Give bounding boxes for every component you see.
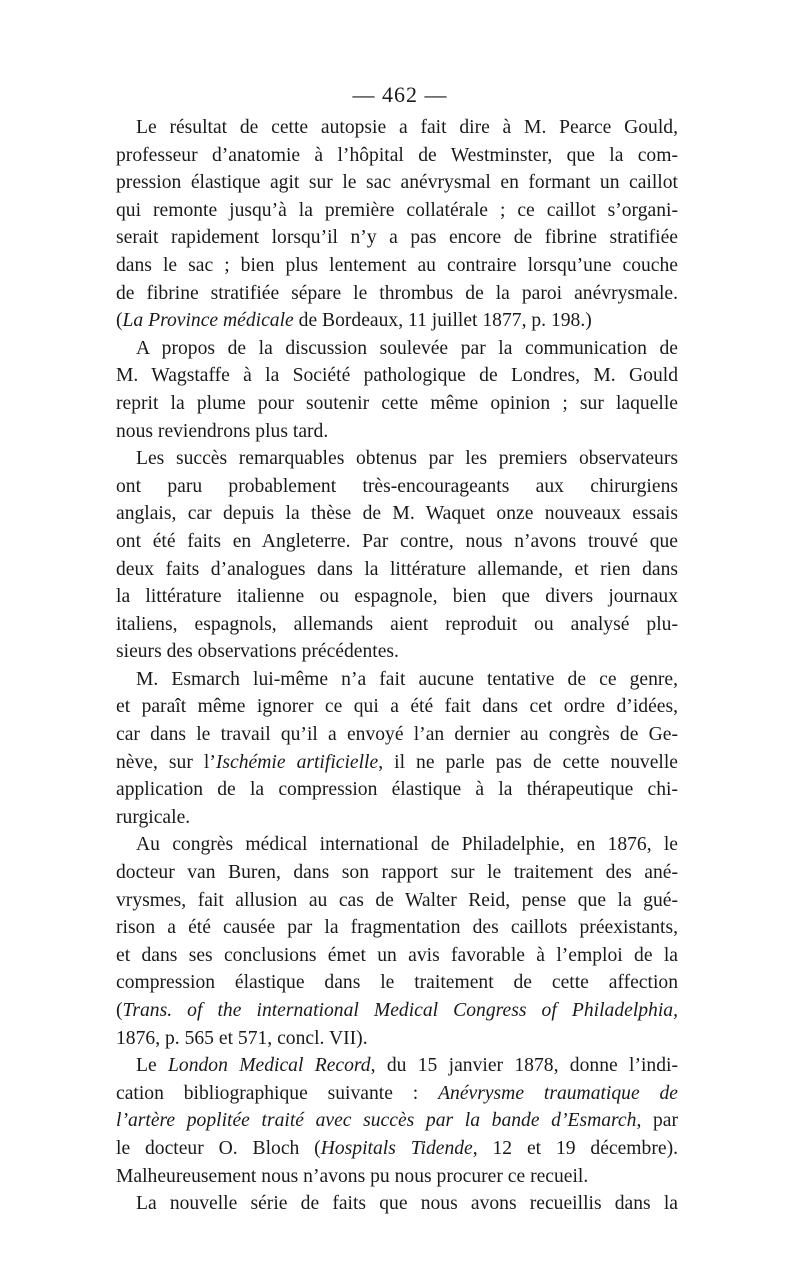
text-line — [116, 804, 678, 832]
text-line — [116, 776, 678, 804]
text-segment: la littérature italienne ou espagnole, bien que divers journaux — [116, 586, 678, 608]
text-segment: deux faits d’analogues dans la littérature allemande, et rien dans — [116, 558, 678, 580]
text-line — [116, 114, 678, 142]
text-segment: , du 15 janvier 1878, donne l’indi- — [370, 1055, 678, 1077]
text-segment: , par — [636, 1110, 678, 1132]
body-text — [116, 114, 678, 1218]
text-segment: dans le sac ; bien plus lentement au contraire lorsqu’une couche — [116, 254, 678, 276]
text-segment: anglais, car depuis la thèse de M. Waquet onze nouveaux essais — [116, 503, 678, 525]
text-segment: cation bibliographique suivante : — [116, 1082, 439, 1104]
text-segment: docteur van Buren, dans son rapport sur le traitement des ané- — [116, 862, 678, 884]
page-number: — 462 — — [352, 82, 448, 107]
text-segment: A propos de la discussion soulevée par la communication de — [136, 337, 678, 359]
text-line — [116, 362, 678, 390]
text-line — [116, 418, 678, 446]
text-segment: ont été faits en Angleterre. Par contre, nous n’avons trouvé que — [116, 530, 678, 552]
text-line — [116, 997, 678, 1025]
text-segment: de Bordeaux, 11 juillet 1877, p. 198.) — [293, 310, 592, 332]
italic-text-segment: La Province médicale — [122, 310, 294, 332]
text-segment: serait rapidement lorsqu’il n’y a pas encore de fibrine stratifiée — [116, 227, 678, 249]
text-segment: nève, sur l’ — [116, 751, 216, 773]
text-line — [116, 1107, 678, 1135]
text-segment: pression élastique agit sur le sac anévrysmal en formant un caillot — [116, 172, 678, 194]
text-line — [116, 749, 678, 777]
text-line — [116, 556, 678, 584]
text-line — [116, 473, 678, 501]
text-segment: Le — [136, 1055, 168, 1077]
text-segment: qui remonte jusqu’à la première collatérale ; ce caillot s’organi- — [116, 199, 678, 221]
text-segment: italiens, espagnols, allemands aient reproduit ou analysé plu- — [116, 613, 678, 635]
text-line — [116, 721, 678, 749]
italic-text-segment: London Medical Record — [168, 1055, 371, 1077]
text-segment: 1876, p. 565 et 571, concl. VII). — [116, 1027, 368, 1049]
text-segment: Le résultat de cette autopsie a fait dire à M. Pearce Gould, — [136, 117, 678, 138]
italic-text-segment: l’artère poplitée traité avec succès par la bande d’Esmarch — [116, 1110, 637, 1132]
text-line — [116, 335, 678, 363]
text-line — [116, 1025, 678, 1053]
text-line — [116, 831, 678, 859]
text-line — [116, 1135, 678, 1163]
text-line — [116, 666, 678, 694]
text-line — [116, 611, 678, 639]
text-segment: ( — [116, 1000, 123, 1021]
text-line — [116, 390, 678, 418]
text-segment: le docteur O. Bloch ( — [116, 1137, 321, 1159]
text-segment: et dans ses conclusions émet un avis favorable à l’emploi de la — [116, 944, 678, 966]
text-line — [116, 252, 678, 280]
text-segment: M. Esmarch lui-même n’a fait aucune tentative de ce genre, — [136, 668, 678, 690]
text-segment: de fibrine stratifiée sépare le thrombus de la paroi anévrysmale. — [116, 282, 678, 304]
text-line — [116, 1190, 678, 1218]
text-line — [116, 693, 678, 721]
text-line — [116, 528, 678, 556]
text-line — [116, 859, 678, 887]
text-segment: Au congrès médical international de Philadelphie, en 1876, le — [136, 834, 678, 856]
text-line — [116, 280, 678, 308]
text-segment: La nouvelle série de faits que nous avons recueillis dans la — [136, 1193, 678, 1215]
text-line — [116, 1163, 678, 1191]
text-segment: car dans le travail qu’il a envoyé l’an dernier au congrès de Ge- — [116, 724, 678, 746]
text-segment: rison a été causée par la fragmentation des caillots préexistants, — [116, 917, 678, 939]
text-segment: sieurs des observations précédentes. — [116, 641, 399, 663]
text-segment: compression élastique dans le traitement de cette affection — [116, 972, 678, 994]
text-segment: M. Wagstaffe à la Société pathologique de Londres, M. Gould — [116, 365, 678, 387]
text-segment: application de la compression élastique à la thérapeutique chi- — [116, 779, 678, 801]
text-line — [116, 142, 678, 170]
italic-text-segment: Anévrysme traumatique de — [438, 1082, 679, 1104]
text-line — [116, 445, 678, 473]
text-segment: et paraît même ignorer ce qui a été fait dans cet ordre d’idées, — [116, 696, 678, 718]
text-line — [116, 169, 678, 197]
text-segment: Les succès remarquables obtenus par les premiers observateurs — [136, 448, 678, 470]
text-segment: nous reviendrons plus tard. — [116, 420, 329, 442]
text-segment: vrysmes, fait allusion au cas de Walter Reid, pense que la gué- — [116, 889, 678, 911]
text-line — [116, 969, 678, 997]
text-segment: ( — [116, 310, 123, 332]
text-line — [116, 1080, 678, 1108]
text-line — [116, 1052, 678, 1080]
text-line — [116, 583, 678, 611]
italic-text-segment: Ischémie artificielle — [215, 751, 379, 773]
text-line — [116, 638, 678, 666]
text-line — [116, 887, 678, 915]
italic-text-segment: Hospitals Tidende — [320, 1137, 473, 1159]
text-segment: ont paru probablement très-encourageants aux chirurgiens — [116, 475, 678, 497]
text-line — [116, 307, 678, 335]
text-segment: , il ne parle pas de cette nouvelle — [378, 751, 678, 773]
text-line — [116, 197, 678, 225]
text-line — [116, 914, 678, 942]
text-segment: , 12 et 19 décembre). — [472, 1137, 678, 1159]
text-line — [116, 224, 678, 252]
text-line — [116, 500, 678, 528]
text-segment: Malheureusement nous n’avons pu nous procurer ce recueil. — [116, 1165, 589, 1187]
text-segment: professeur d’anatomie à l’hôpital de Westminster, que la com- — [116, 144, 678, 166]
text-segment: reprit la plume pour soutenir cette même opinion ; sur laquelle — [116, 392, 678, 414]
text-line — [116, 942, 678, 970]
italic-text-segment: Trans. of the international Medical Congress of Philadelphia, — [122, 1000, 678, 1021]
text-segment: rurgicale. — [116, 806, 191, 828]
